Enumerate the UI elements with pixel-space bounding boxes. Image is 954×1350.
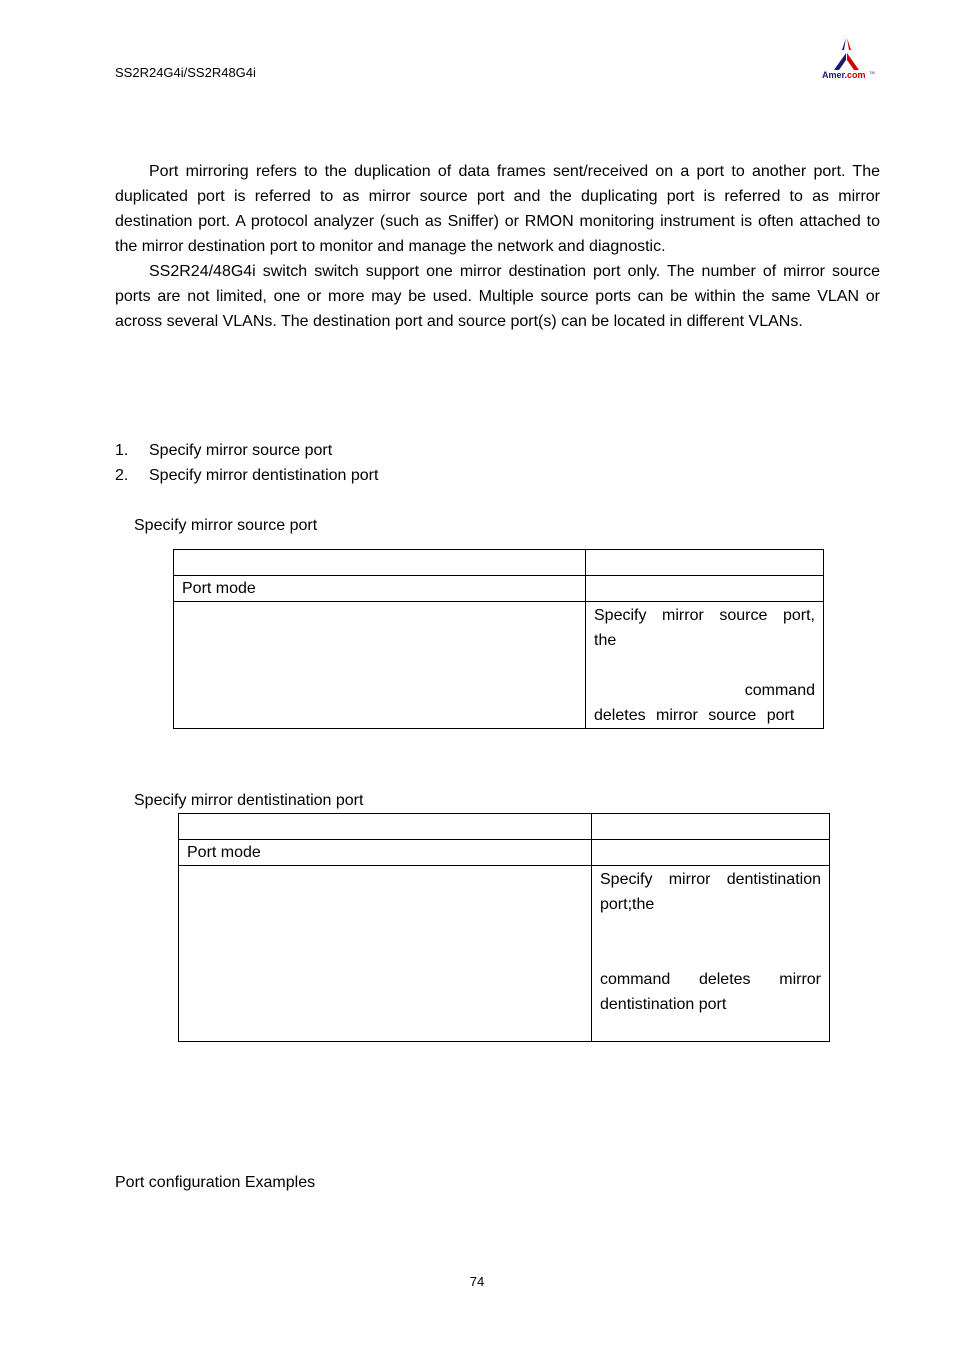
section-title: Port configuration Examples xyxy=(115,1174,316,1191)
command-table-source xyxy=(173,549,824,729)
description-line xyxy=(594,653,815,678)
table-row xyxy=(174,550,824,576)
description-line: dentistination port xyxy=(600,996,727,1013)
description-line: Specify mirror dentistination xyxy=(600,871,821,888)
table1-caption: Specify mirror source port xyxy=(134,517,318,534)
logo-mark-icon xyxy=(818,36,876,82)
list-item-number: 1. xyxy=(115,442,129,459)
table-cell xyxy=(174,550,586,576)
intro-paragraph-2 xyxy=(115,259,880,334)
table-cell xyxy=(592,814,830,840)
description-cell xyxy=(592,866,830,1042)
description-line: port;the xyxy=(600,896,655,913)
description-line: deletes mirror source port xyxy=(594,707,795,724)
mode-cell: Port mode xyxy=(174,576,586,602)
table-cell xyxy=(592,840,830,866)
description-line: command xyxy=(744,682,815,699)
intro-paragraph-2-text: SS2R24/48G4i switch switch support one mirror destination port only. The number of mirror source ports are not limited, one or more may be used. Multiple source ports can be within the same VLAN or across several VLANs. The destination port and source port(s) can be located in different VLANs. xyxy=(115,263,880,330)
svg-text:Amer.com: Amer.com xyxy=(822,70,866,80)
table-cell xyxy=(586,550,824,576)
intro-paragraph-1 xyxy=(115,159,880,259)
list-item-text: Specify mirror dentistination port xyxy=(149,467,379,484)
list-item xyxy=(115,463,378,488)
table-cell xyxy=(586,576,824,602)
table-row xyxy=(179,814,830,840)
svg-text:TM: TM xyxy=(869,70,875,75)
company-logo xyxy=(818,36,876,82)
table-row xyxy=(174,602,824,729)
description-line xyxy=(600,917,821,942)
table-row xyxy=(179,866,830,1042)
description-line xyxy=(600,942,821,967)
table-row xyxy=(179,840,830,866)
table-cell xyxy=(179,866,592,1042)
table-cell xyxy=(174,602,586,729)
description-line: Specify mirror source port, xyxy=(594,607,815,624)
header-model: SS2R24G4i/SS2R48G4i xyxy=(115,65,256,80)
intro-paragraph-1-text: Port mirroring refers to the duplication of data frames sent/received on a port to another port. The duplicated port is referred to as mirror source port and the duplicating port is referred to as mirror destination port. A protocol analyzer (such as Sniffer) or RMON monitoring instrument is often attached to the mirror destination port to monitor and manage the network and diagnostic. xyxy=(115,163,880,255)
list-item xyxy=(115,438,332,463)
command-table-destination xyxy=(178,813,830,1042)
page-number: 74 xyxy=(469,1274,485,1289)
table2-caption: Specify mirror dentistination port xyxy=(134,792,364,809)
description-cell xyxy=(586,602,824,729)
description-line: the xyxy=(594,632,617,649)
description-line: command deletes mirror xyxy=(600,971,821,988)
list-item-text: Specify mirror source port xyxy=(149,442,333,459)
table-cell xyxy=(179,814,592,840)
mode-cell: Port mode xyxy=(179,840,592,866)
list-item-number: 2. xyxy=(115,467,129,484)
table-row xyxy=(174,576,824,602)
